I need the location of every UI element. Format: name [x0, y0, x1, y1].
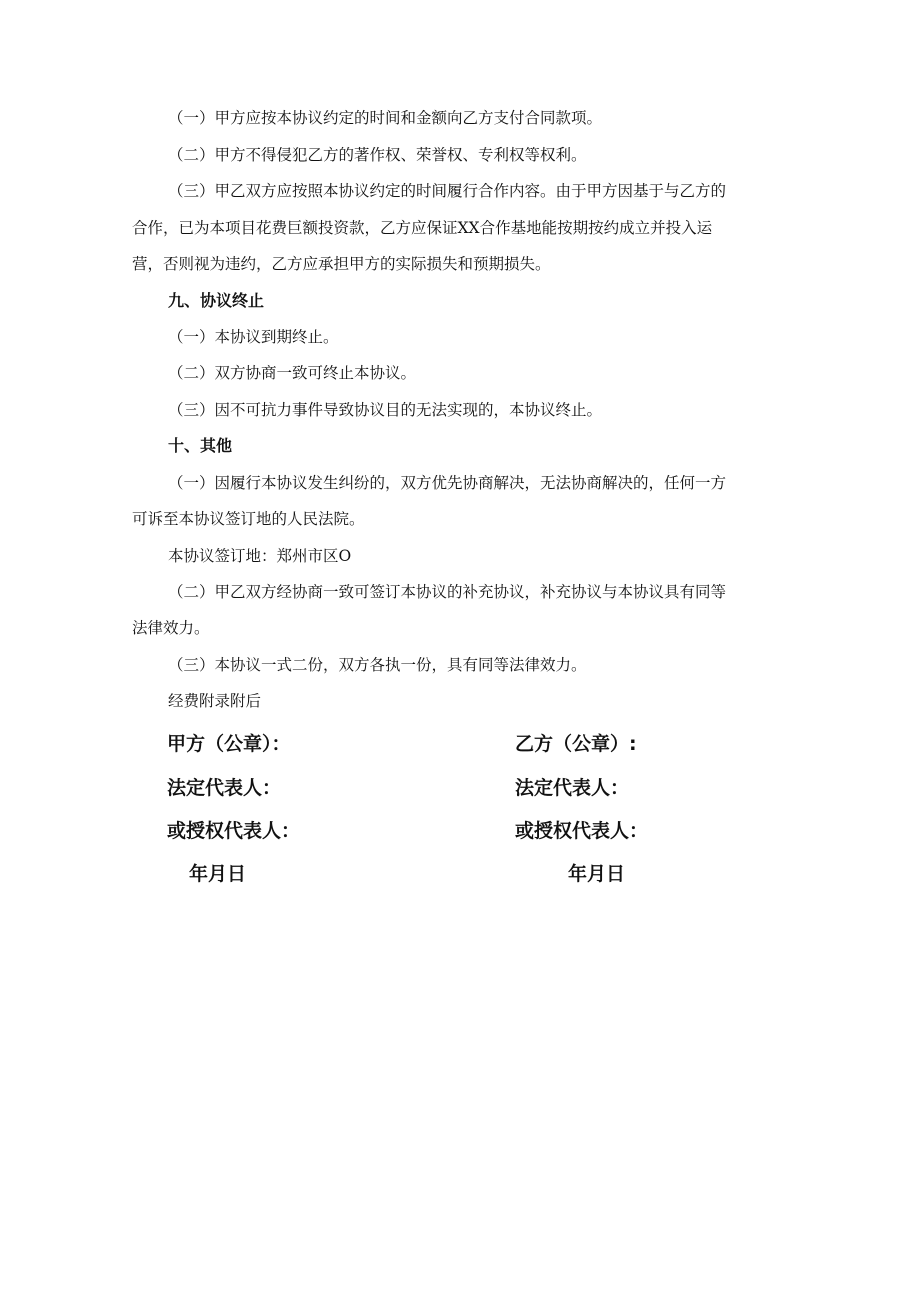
clause-9-2: （二）双方协商一致可终止本协议。 [168, 364, 417, 382]
clause-10-1: （一）因履行本协议发生纠纷的，双方优先协商解决，无法协商解决的，任何一方 [168, 474, 727, 492]
section-9-title: 九、协议终止 [168, 291, 265, 310]
clause-8-1: （一）甲方应按本协议约定的时间和金额向乙方支付合同款项。 [168, 109, 603, 127]
party-b-date-label: 年月日 [568, 863, 626, 885]
clause-10-2-cont: 法律效力。 [132, 619, 210, 637]
party-a-date-label: 年月日 [189, 863, 247, 885]
clause-9-1: （一）本协议到期终止。 [168, 328, 339, 346]
clause-9-3: （三）因不可抗力事件导致协议目的无法实现的，本协议终止。 [168, 401, 603, 419]
clause-10-2: （二）甲乙双方经协商一致可签订本协议的补充协议，补充协议与本协议具有同等 [168, 583, 727, 601]
clause-10-3: （三）本协议一式二份，双方各执一份，具有同等法律效力。 [168, 656, 587, 674]
appendix-note: 经费附录附后 [168, 692, 262, 710]
section-10-title: 十、其他 [168, 436, 233, 455]
clause-8-2: （二）甲方不得侵犯乙方的著作权、荣誉权、专利权等权利。 [168, 146, 587, 164]
party-b-legal-rep-label: 法定代表人： [515, 777, 630, 799]
clause-8-3: （三）甲乙双方应按照本协议约定的时间履行合作内容。由于甲方因基于与乙方的 [168, 182, 727, 200]
clause-10-1-cont: 可诉至本协议签订地的人民法院。 [132, 510, 365, 528]
party-a-legal-rep-label: 法定代表人： [167, 777, 282, 799]
party-a-seal-label: 甲方（公章）： [167, 733, 291, 755]
party-b-seal-label: 乙方（公章）: [515, 733, 637, 755]
party-b-authorized-rep-label: 或授权代表人： [515, 820, 649, 842]
party-a-authorized-rep-label: 或授权代表人： [167, 820, 301, 842]
signing-location: 本协议签订地：郑州市区O [168, 547, 352, 565]
clause-8-3-cont: 合作，已为本项目花费巨额投资款，乙方应保证XX合作基地能按期按约成立并投入运 [132, 219, 713, 237]
clause-8-3-cont: 营，否则视为违约，乙方应承担甲方的实际损失和预期损失。 [132, 255, 551, 273]
